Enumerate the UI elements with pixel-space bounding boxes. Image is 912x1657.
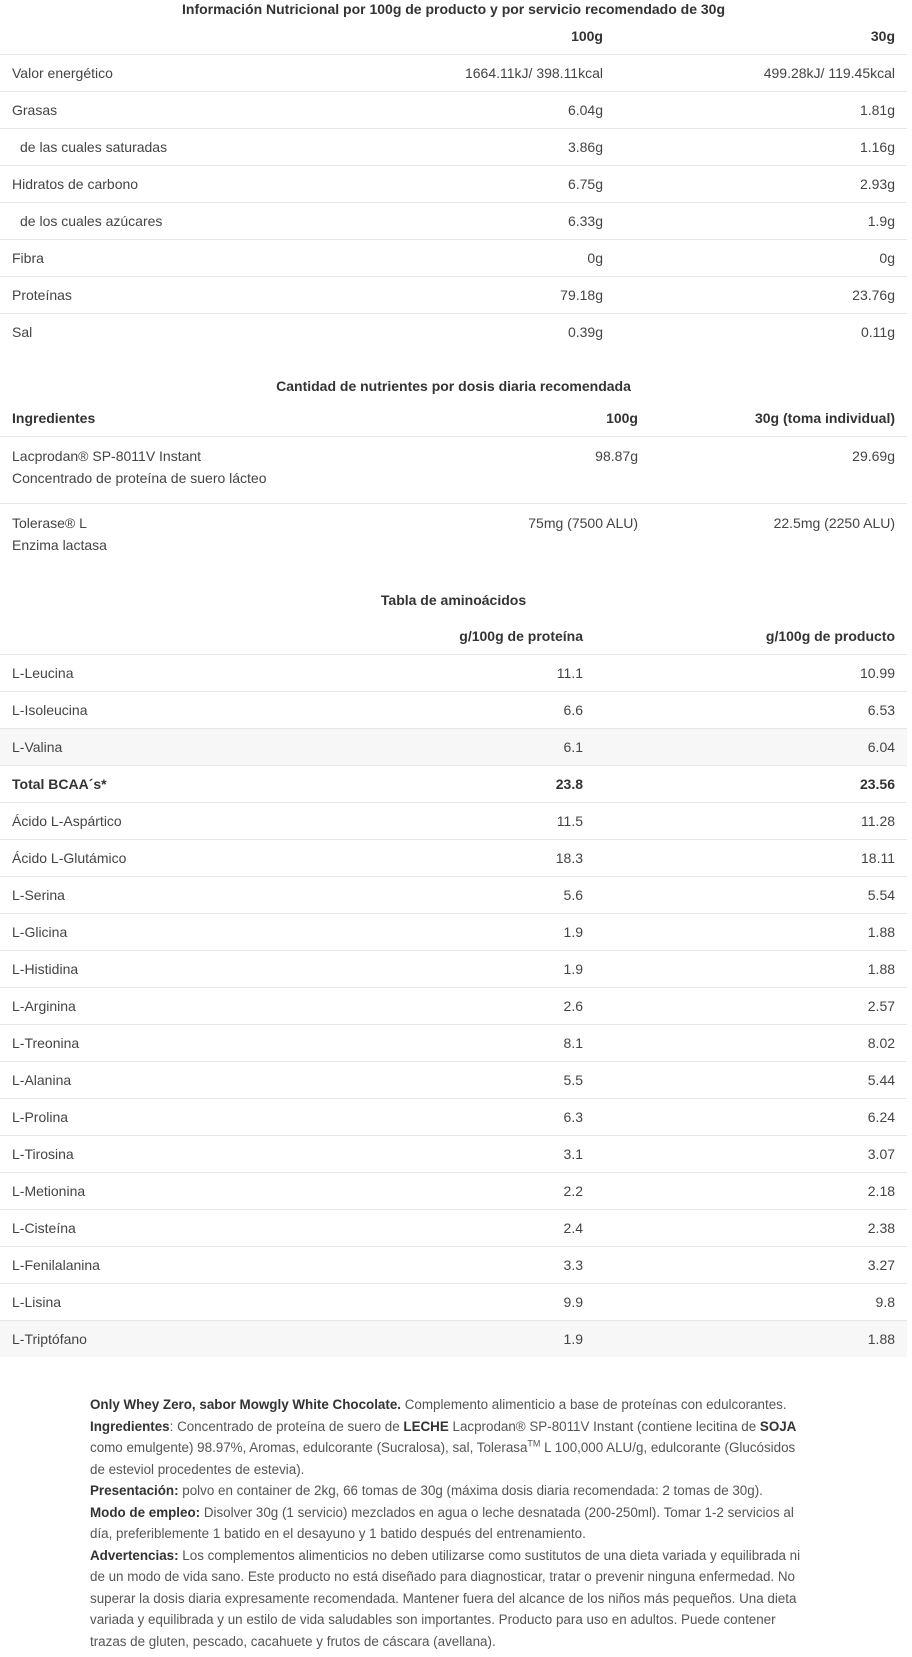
amino-value-protein: 11.5 [330, 803, 595, 840]
amino-label: L-Triptófano [0, 1321, 330, 1358]
amino-value-protein: 3.1 [330, 1136, 595, 1173]
ingredient-description: Concentrado de proteína de suero lácteo [12, 470, 267, 486]
table-row [0, 129, 907, 166]
amino-value-protein: 1.9 [330, 914, 595, 951]
table-row [0, 1099, 907, 1136]
nutrient-value-30g: 1.16g [615, 129, 907, 166]
amino-label: L-Isoleucina [0, 692, 330, 729]
amino-value-protein: 8.1 [330, 1025, 595, 1062]
table-row [0, 803, 907, 840]
table-row [0, 314, 907, 351]
amino-value-protein: 2.6 [330, 988, 595, 1025]
amino-value-protein: 6.6 [330, 692, 595, 729]
amino-label: Ácido L-Aspártico [0, 803, 330, 840]
amino-value-product: 5.44 [595, 1062, 907, 1099]
amino-label: L-Fenilalanina [0, 1247, 330, 1284]
nutrient-label: de las cuales saturadas [0, 129, 350, 166]
amino-value-product: 5.54 [595, 877, 907, 914]
table-row [0, 1173, 907, 1210]
amino-label: L-Serina [0, 877, 330, 914]
nutrient-value-100g: 6.33g [350, 203, 615, 240]
nutrient-label: Fibra [0, 240, 350, 277]
ingredient-value-30g: 22.5mg (2250 ALU) [650, 504, 907, 571]
nutrition-col-30g: 30g [870, 28, 895, 44]
dosage-col-30g: 30g (toma individual) [754, 410, 895, 426]
nutrition-col-100g: 100g [571, 28, 603, 44]
table-row [0, 914, 907, 951]
nutrient-label: Proteínas [0, 277, 350, 314]
amino-label: L-Treonina [0, 1025, 330, 1062]
amino-acid-table [0, 582, 907, 1357]
table-row [0, 729, 907, 766]
trademark-mark: TM [527, 1438, 541, 1449]
warnings-paragraph: Advertencias: Los complementos alimenticios no deben utilizarse como sustitutos de una dieta variada y equilibrada ni de un modo de vida sano. Este producto no está diseñado para diagnosticar, tratar o prevenir ninguna enfermedad. No superar la dosis diaria expresamente recomendada. Mantener fuera del alcance de los niños más pequeños. Una dieta variada y equilibrada y un estilo de vida saludables son importantes. Producto para uso en adultos. Puede contener trazas de gluten, pescado, cacahuete y frutos de cáscara (avellana). [90, 1547, 801, 1649]
amino-value-product: 6.04 [595, 729, 907, 766]
amino-label: Ácido L-Glutámico [0, 840, 330, 877]
allergen-soja: SOJA [759, 1418, 797, 1434]
amino-label: L-Leucina [0, 655, 330, 692]
amino-value-protein: 18.3 [330, 840, 595, 877]
ingredient-name: Tolerase® L [12, 515, 87, 531]
amino-label: L-Lisina [0, 1284, 330, 1321]
table-row [0, 840, 907, 877]
nutrient-value-30g: 1.9g [615, 203, 907, 240]
amino-value-protein: 1.9 [330, 1321, 595, 1358]
amino-value-product: 2.38 [595, 1210, 907, 1247]
amino-label: L-Prolina [0, 1099, 330, 1136]
table-row [0, 166, 907, 203]
ingredient-value-100g: 98.87g [400, 437, 650, 504]
table-row [0, 1210, 907, 1247]
amino-col-product: g/100g de producto [765, 628, 896, 644]
nutrient-label: Valor energético [0, 55, 350, 92]
table-row [0, 877, 907, 914]
nutrient-value-100g: 1664.11kJ/ 398.11kcal [350, 55, 615, 92]
nutrient-value-30g: 2.93g [615, 166, 907, 203]
ingredient-name: Lacprodan® SP-8011V Instant [12, 448, 202, 464]
ingredients-paragraph: Ingredientes: Concentrado de proteína de suero de LECHE Lacprodan® SP-8011V Instant (contiene lecitina de SOJA como emulgente) 98.97%, Aromas, edulcorante (Sucralosa), sal, Tolerasa™ L 100,000 ALU/g, edulcorante (Glucósidos de esteviol procedentes de estevia). [90, 1418, 797, 1477]
nutrient-label: Hidratos de carbono [0, 166, 350, 203]
table-row [0, 1136, 907, 1173]
amino-value-product: 23.56 [595, 766, 907, 803]
amino-value-product: 3.07 [595, 1136, 907, 1173]
amino-value-product: 3.27 [595, 1247, 907, 1284]
amino-label: L-Glicina [0, 914, 330, 951]
nutrient-value-100g: 0g [350, 240, 615, 277]
amino-value-product: 10.99 [595, 655, 907, 692]
nutrient-label: Sal [0, 314, 350, 351]
nutrition-title: Información Nutricional por 100g de producto y por servicio recomendado de 30g [182, 1, 725, 17]
presentation-paragraph: Presentación: polvo en container de 2kg, 66 tomas de 30g (máxima dosis diaria recomendada: 2 tomas de 30g). [90, 1483, 763, 1498]
amino-label: L-Alanina [0, 1062, 330, 1099]
amino-col-protein: g/100g de proteína [459, 628, 583, 644]
amino-value-product: 11.28 [595, 803, 907, 840]
table-row [0, 240, 907, 277]
amino-value-protein: 1.9 [330, 951, 595, 988]
table-row [0, 277, 907, 314]
amino-value-protein: 6.1 [330, 729, 595, 766]
amino-label: L-Metionina [0, 1173, 330, 1210]
amino-value-product: 1.88 [595, 1321, 907, 1358]
amino-value-protein: 2.4 [330, 1210, 595, 1247]
amino-label: Total BCAA´s* [0, 766, 330, 803]
nutrient-label: Grasas [0, 92, 350, 129]
nutrition-table [0, 0, 907, 350]
amino-value-product: 9.8 [595, 1284, 907, 1321]
ingredient-value-30g: 29.69g [650, 437, 907, 504]
amino-value-protein: 5.5 [330, 1062, 595, 1099]
dosage-col-ingredients: Ingredientes [12, 410, 96, 426]
amino-value-protein: 2.2 [330, 1173, 595, 1210]
table-row [0, 1025, 907, 1062]
nutrient-value-100g: 6.04g [350, 92, 615, 129]
table-row [0, 1247, 907, 1284]
table-row [0, 1321, 907, 1358]
nutrient-value-30g: 1.81g [615, 92, 907, 129]
amino-value-protein: 3.3 [330, 1247, 595, 1284]
table-row [0, 504, 907, 571]
table-row [0, 655, 907, 692]
dosage-col-100g: 100g [606, 410, 638, 426]
amino-label: L-Valina [0, 729, 330, 766]
table-row [0, 692, 907, 729]
amino-value-product: 6.53 [595, 692, 907, 729]
usage-paragraph: Modo de empleo: Disolver 30g (1 servicio) mezclados en agua o leche desnatada (200-250ml). Tomar 1-2 servicios al día, preferiblemente 1 batido en el desayuno y 1 batido después del entrenamiento. [90, 1504, 794, 1541]
table-row [0, 437, 907, 504]
amino-label: L-Tirosina [0, 1136, 330, 1173]
amino-label: L-Cisteína [0, 1210, 330, 1247]
nutrient-value-30g: 23.76g [615, 277, 907, 314]
product-summary: Only Whey Zero, sabor Mowgly White Chocolate. Complemento alimenticio a base de proteínas con edulcorantes. [90, 1397, 787, 1412]
nutrient-value-100g: 3.86g [350, 129, 615, 166]
dosage-table [0, 372, 907, 570]
amino-value-product: 1.88 [595, 914, 907, 951]
allergen-leche: LECHE [403, 1418, 449, 1434]
amino-value-product: 2.57 [595, 988, 907, 1025]
nutrient-value-100g: 79.18g [350, 277, 615, 314]
product-description [90, 1394, 810, 1652]
table-row [0, 1062, 907, 1099]
nutrient-label: de los cuales azúcares [0, 203, 350, 240]
amino-label: L-Histidina [0, 951, 330, 988]
amino-value-protein: 6.3 [330, 1099, 595, 1136]
nutrient-value-30g: 499.28kJ/ 119.45kcal [615, 55, 907, 92]
nutrient-value-100g: 0.39g [350, 314, 615, 351]
amino-value-protein: 9.9 [330, 1284, 595, 1321]
table-row [0, 988, 907, 1025]
amino-value-product: 1.88 [595, 951, 907, 988]
amino-label: L-Arginina [0, 988, 330, 1025]
table-row [0, 1284, 907, 1321]
nutrient-value-100g: 6.75g [350, 166, 615, 203]
table-row [0, 55, 907, 92]
amino-value-product: 8.02 [595, 1025, 907, 1062]
ingredient-value-100g: 75mg (7500 ALU) [400, 504, 650, 571]
nutrient-value-30g: 0g [615, 240, 907, 277]
table-row [0, 203, 907, 240]
dosage-title: Cantidad de nutrientes por dosis diaria recomendada [276, 378, 631, 394]
amino-value-protein: 5.6 [330, 877, 595, 914]
product-name: Only Whey Zero, sabor Mowgly White Chocolate. [90, 1397, 401, 1412]
amino-value-product: 2.18 [595, 1173, 907, 1210]
ingredient-description: Enzima lactasa [12, 537, 107, 553]
nutrient-value-30g: 0.11g [615, 314, 907, 351]
amino-value-product: 6.24 [595, 1099, 907, 1136]
table-row [0, 92, 907, 129]
amino-value-product: 18.11 [595, 840, 907, 877]
amino-title: Tabla de aminoácidos [380, 592, 527, 608]
amino-value-protein: 23.8 [330, 766, 595, 803]
amino-value-protein: 11.1 [330, 655, 595, 692]
table-row [0, 951, 907, 988]
table-row-total [0, 766, 907, 803]
